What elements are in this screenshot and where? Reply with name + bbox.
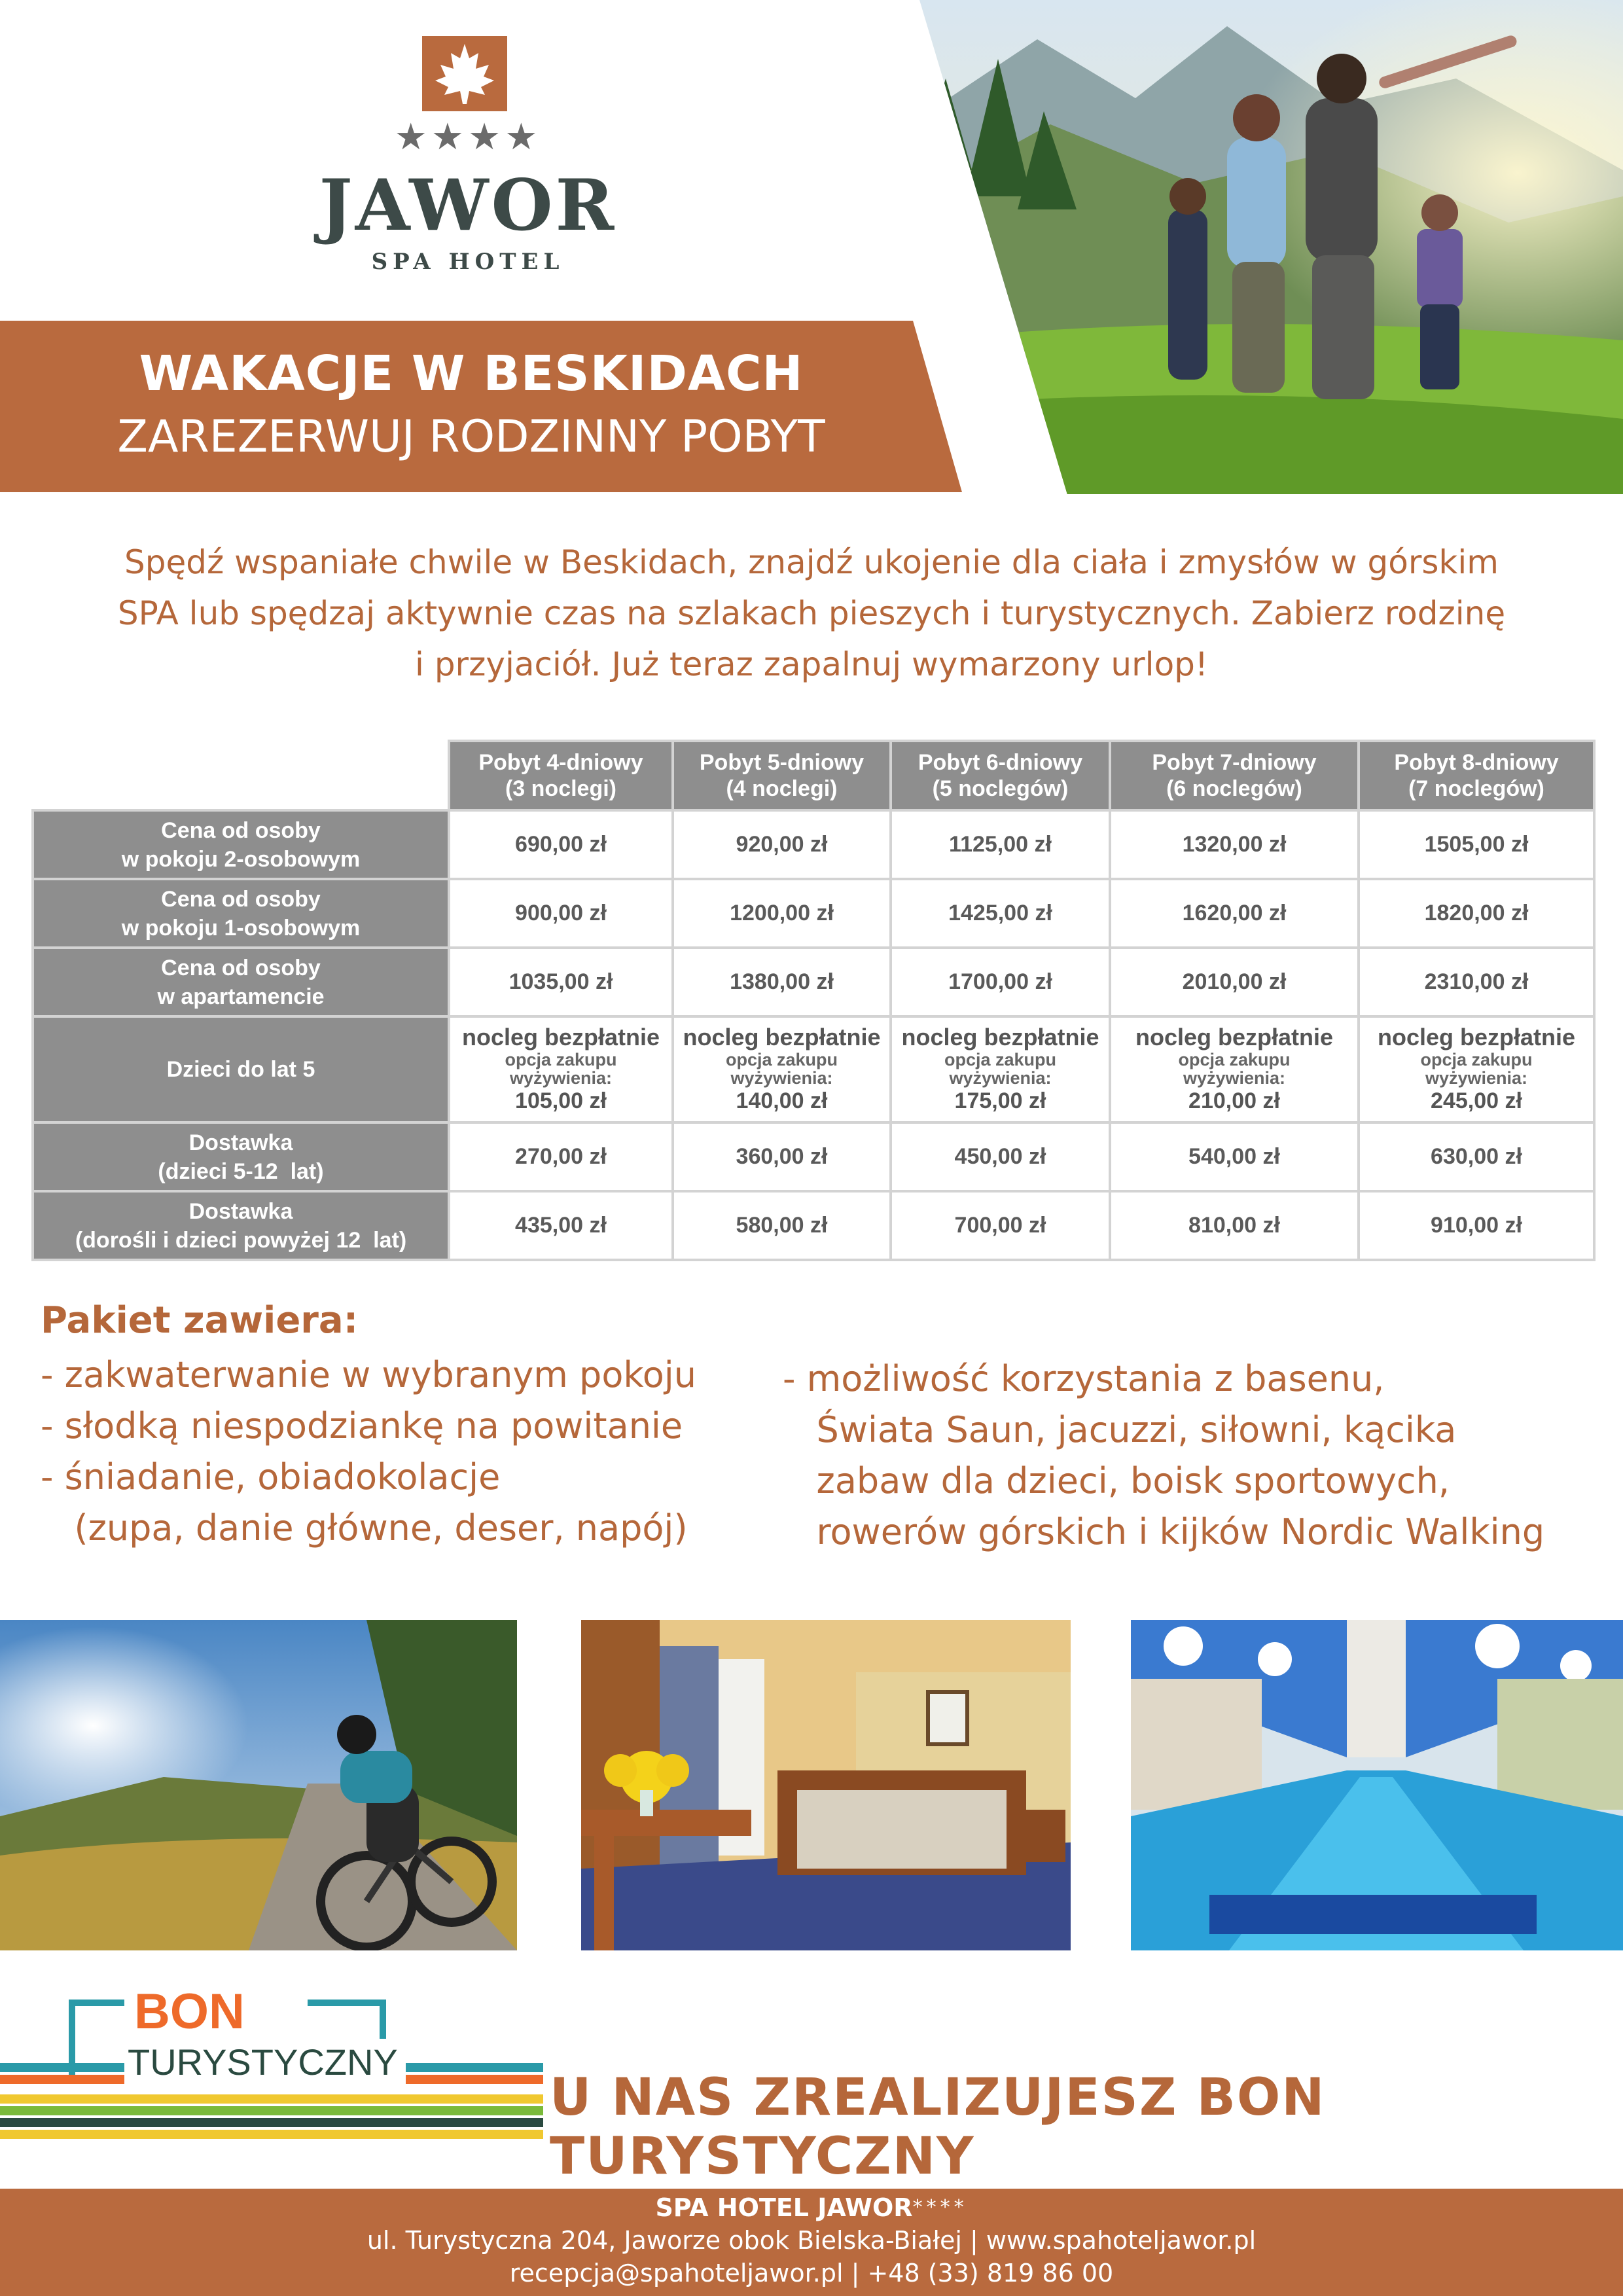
table-column-header: Pobyt 6-dniowy (5 noclegów) — [891, 741, 1110, 810]
hero-family-photo — [919, 0, 1623, 494]
hotel-room-photo — [581, 1620, 1071, 1950]
kids-free-text: nocleg bezpłatnie — [901, 1024, 1099, 1050]
bon-turystyczny-logo — [0, 1983, 543, 2140]
table-row — [33, 1122, 1594, 1191]
kids-free-text: nocleg bezpłatnie — [683, 1024, 881, 1050]
price-cell: 1620,00 zł — [1110, 879, 1359, 948]
kids-free-text: nocleg bezpłatnie — [461, 1024, 660, 1050]
footer-address: ul. Turystyczna 204, Jaworze obok Bielska-Białej | www.spahoteljawor.pl — [366, 2226, 1257, 2255]
list-item: - zakwaterwanie w wybranym pokoju — [41, 1354, 696, 1395]
table-row — [33, 810, 1594, 879]
kids-price: 210,00 zł — [1188, 1088, 1280, 1113]
list-item: - śniadanie, obiadokolacje — [41, 1456, 501, 1498]
price-cell: 1700,00 zł — [891, 948, 1110, 1016]
banner-title: WAKACJE W BESKIDACH — [139, 346, 804, 402]
logo-stars: ★★★★ — [394, 116, 542, 158]
kids-free-text: nocleg bezpłatnie — [1377, 1024, 1576, 1050]
price-cell: 1035,00 zł — [449, 948, 673, 1016]
table-row-header: Cena od osoby w pokoju 2-osobowym — [33, 810, 449, 879]
intro-line: i przyjaciół. Już teraz zapalnuj wymarzony urlop! — [415, 645, 1208, 683]
table-row — [33, 879, 1594, 948]
list-item: - słodką niespodziankę na powitanie — [41, 1405, 683, 1446]
table-row-header: Dostawka (dorośli i dzieci powyżej 12 lat) — [33, 1191, 449, 1260]
logo-subtitle: SPA HOTEL — [371, 249, 565, 275]
price-cell: 1125,00 zł — [891, 810, 1110, 879]
list-item: zabaw dla dzieci, boisk sportowych, — [783, 1460, 1450, 1501]
table-column-header: Pobyt 8-dniowy (7 noclegów) — [1359, 741, 1594, 810]
package-title: Pakiet zawiera: — [41, 1299, 359, 1342]
price-cell: 1425,00 zł — [891, 879, 1110, 948]
bon-word: BON — [134, 1984, 245, 2039]
price-table — [31, 740, 1596, 1261]
kids-option-text: wyżywienia: — [1425, 1068, 1528, 1088]
price-cell: 1380,00 zł — [673, 948, 891, 1016]
kids-free-text: nocleg bezpłatnie — [1135, 1024, 1334, 1050]
package-list-right — [783, 1354, 1607, 1558]
price-cell: 2310,00 zł — [1359, 948, 1594, 1016]
footer — [0, 2189, 1623, 2296]
kids-option-text: wyżywienia: — [949, 1068, 1052, 1088]
table-row — [33, 1191, 1594, 1260]
maple-leaf-icon — [422, 36, 507, 111]
price-cell: 1200,00 zł — [673, 879, 891, 948]
price-cell: 690,00 zł — [449, 810, 673, 879]
table-corner — [33, 741, 449, 810]
price-cell: 360,00 zł — [673, 1122, 891, 1191]
swimming-pool-photo — [1131, 1620, 1623, 1950]
list-item: - możliwość korzystania z basenu, — [783, 1358, 1385, 1399]
price-cell: 1320,00 zł — [1110, 810, 1359, 879]
table-column-header: Pobyt 4-dniowy (3 noclegi) — [449, 741, 673, 810]
intro-line: Spędź wspaniałe chwile w Beskidach, znajdź ukojenie dla ciała i zmysłów w górskim — [124, 543, 1499, 581]
footer-contact: recepcja@spahoteljawor.pl | +48 (33) 819 86 00 — [509, 2259, 1114, 2287]
bon-word-turystyczny: TURYSTYCZNY — [128, 2041, 398, 2083]
table-header-row — [33, 741, 1594, 810]
price-cell: 1820,00 zł — [1359, 879, 1594, 948]
price-cell: 810,00 zł — [1110, 1191, 1359, 1260]
price-cell: 1505,00 zł — [1359, 810, 1594, 879]
price-cell: 910,00 zł — [1359, 1191, 1594, 1260]
price-cell: 435,00 zł — [449, 1191, 673, 1260]
table-row-header: Dostawka (dzieci 5-12 lat) — [33, 1122, 449, 1191]
cyclist-photo — [0, 1620, 517, 1950]
list-item: Świata Saun, jacuzzi, siłowni, kącika — [783, 1409, 1457, 1450]
price-cell: 450,00 zł — [891, 1122, 1110, 1191]
kids-option-text: wyżywienia: — [509, 1068, 613, 1088]
kids-price: 245,00 zł — [1431, 1088, 1522, 1113]
intro-text — [20, 537, 1603, 690]
kids-option-text: opcja zakupu — [505, 1050, 617, 1069]
table-row-kids — [33, 1016, 1594, 1122]
kids-price-cell — [1110, 1016, 1359, 1122]
kids-option-text: opcja zakupu — [1420, 1050, 1533, 1069]
kids-price-cell — [1359, 1016, 1594, 1122]
kids-price-cell — [673, 1016, 891, 1122]
table-row-header: Cena od osoby w pokoju 1-osobowym — [33, 879, 449, 948]
price-cell: 630,00 zł — [1359, 1122, 1594, 1191]
logo-name: JAWOR — [319, 164, 617, 247]
price-cell: 540,00 zł — [1110, 1122, 1359, 1191]
price-cell: 900,00 zł — [449, 879, 673, 948]
table-row-header: Dzieci do lat 5 — [33, 1016, 449, 1122]
table-row — [33, 948, 1594, 1016]
footer-stars: **** — [912, 2196, 968, 2219]
banner-subtitle: ZAREZERWUJ RODZINNY POBYT — [117, 411, 825, 463]
table-column-header: Pobyt 5-dniowy (4 noclegi) — [673, 741, 891, 810]
kids-price: 175,00 zł — [954, 1088, 1046, 1113]
list-item: (zupa, danie główne, deser, napój) — [41, 1507, 688, 1549]
kids-price-cell — [891, 1016, 1110, 1122]
price-cell: 2010,00 zł — [1110, 948, 1359, 1016]
kids-price: 105,00 zł — [515, 1088, 607, 1113]
kids-option-text: opcja zakupu — [725, 1050, 838, 1069]
kids-price: 140,00 zł — [736, 1088, 828, 1113]
price-cell: 700,00 zł — [891, 1191, 1110, 1260]
kids-option-text: wyżywienia: — [730, 1068, 833, 1088]
kids-option-text: opcja zakupu — [1178, 1050, 1291, 1069]
table-column-header: Pobyt 7-dniowy (6 noclegów) — [1110, 741, 1359, 810]
intro-line: SPA lub spędzaj aktywnie czas na szlakach pieszych i turystycznych. Zabierz rodzinę — [117, 594, 1506, 632]
kids-option-text: wyżywienia: — [1183, 1068, 1286, 1088]
list-item: rowerów górskich i kijków Nordic Walking — [783, 1511, 1545, 1552]
table-row-header: Cena od osoby w apartamencie — [33, 948, 449, 1016]
kids-price-cell — [449, 1016, 673, 1122]
bon-headline: U NAS ZREALIZUJESZ BON TURYSTYCZNY — [550, 2068, 1326, 2186]
kids-option-text: opcja zakupu — [944, 1050, 1057, 1069]
price-cell: 920,00 zł — [673, 810, 891, 879]
price-cell: 270,00 zł — [449, 1122, 673, 1191]
price-cell: 580,00 zł — [673, 1191, 891, 1260]
package-list-left — [41, 1350, 780, 1554]
hotel-logo — [314, 36, 622, 285]
footer-hotel-name: SPA HOTEL JAWOR**** — [655, 2193, 968, 2222]
